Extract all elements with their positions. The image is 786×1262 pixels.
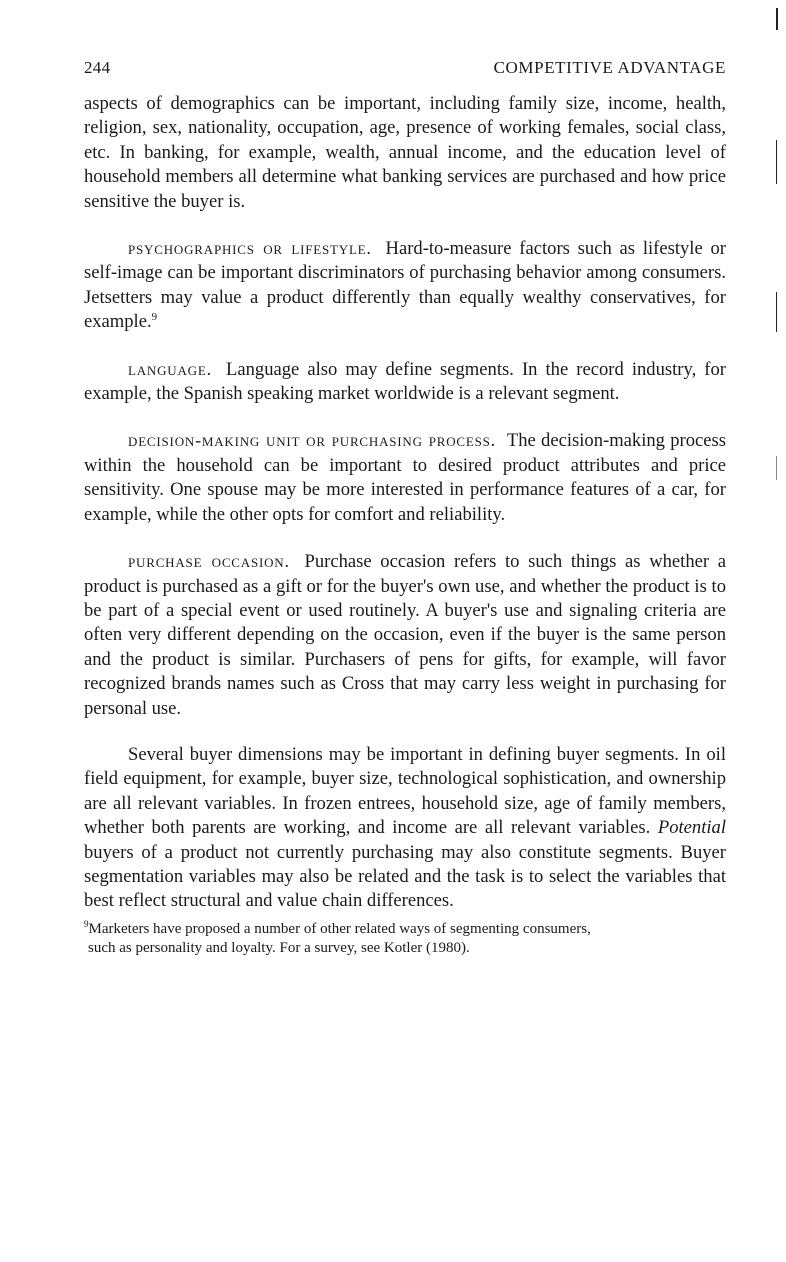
decision-paragraph [84, 428, 726, 527]
language-paragraph [84, 357, 726, 407]
section-several-dimensions [84, 743, 726, 914]
intro-paragraph: aspects of demographics can be important, including family size, income, health, religion, sex, nationality, occupation, age, presence of working females, social class, etc. In banking, for example, wealth, annual income, and the education level of household members all determine what banking services are purchased and how price sensitive the buyer is. [84, 93, 726, 212]
running-header [84, 58, 726, 78]
section-language [84, 357, 726, 407]
footnote [84, 920, 726, 958]
decision-heading: decision-making unit or purchasing process. [128, 430, 496, 451]
section-purchase-occasion [84, 549, 726, 721]
several-paragraph [84, 743, 726, 914]
psychographics-text: Hard-to-measure factors such as lifestyle or self-image can be important discriminators of purchasing behavior among consumers. Jetsetters may value a product differently than equally wealthy conservatives, for example. [84, 238, 726, 333]
language-heading: language. [128, 358, 212, 379]
occasion-text: Purchase occasion refers to such things as whether a product is purchased as a gift or for the buyer's own use, and whether the product is to be part of a special event or used routinely. A buyer's use and signaling criteria are often very different depending on the occasion, even if the buyer is the same person and the product is similar. Purchasers of pens for gifts, for example, will favor recognized brands names such as Cross that may carry less weight in purchasing for personal use. [84, 551, 727, 719]
section-decision-making [84, 428, 726, 527]
occasion-heading: purchase occasion. [128, 551, 290, 572]
footnote-marker: 9 [84, 918, 89, 929]
running-title: COMPETITIVE ADVANTAGE [493, 58, 726, 77]
several-text-after: buyers of a product not currently purchasing may also constitute segments. Buyer segmentation variables may also be related and the task is to select the variables that best reflect structural and value chain differences. [84, 841, 726, 912]
margin-mark [776, 456, 777, 480]
book-page [84, 58, 726, 958]
footnote-line-2: such as personality and loyalty. For a survey, see Kotler (1980). [88, 939, 470, 956]
emphasis-potential: Potential [657, 817, 727, 839]
margin-mark [776, 292, 777, 332]
page-number: 244 [84, 58, 111, 77]
psychographics-paragraph [84, 236, 726, 335]
section-psychographics [84, 236, 726, 335]
psychographics-heading: psychographics or lifestyle. [128, 238, 372, 259]
footnote-reference: 9 [151, 311, 158, 324]
occasion-paragraph [84, 549, 726, 721]
footnote-line-1: Marketers have proposed a number of other related ways of segmenting consumers, [88, 920, 591, 937]
decision-text: The decision-making process within the household can be important to desired product attributes and price sensitivity. One spouse may be more interested in performance features of a car, for example, while the other opts for comfort and reliability. [84, 430, 726, 525]
margin-mark [776, 140, 777, 184]
language-text: Language also may define segments. In the record industry, for example, the Spanish speaking market worldwide is a relevant segment. [84, 358, 726, 405]
margin-mark [776, 8, 778, 30]
several-text-before: Several buyer dimensions may be important in defining buyer segments. In oil field equipment, for example, buyer size, technological sophistication, and ownership are all relevant variables. In frozen entrees, household size, age of family members, whether both parents are working, and income are all relevant variables. [84, 743, 726, 839]
